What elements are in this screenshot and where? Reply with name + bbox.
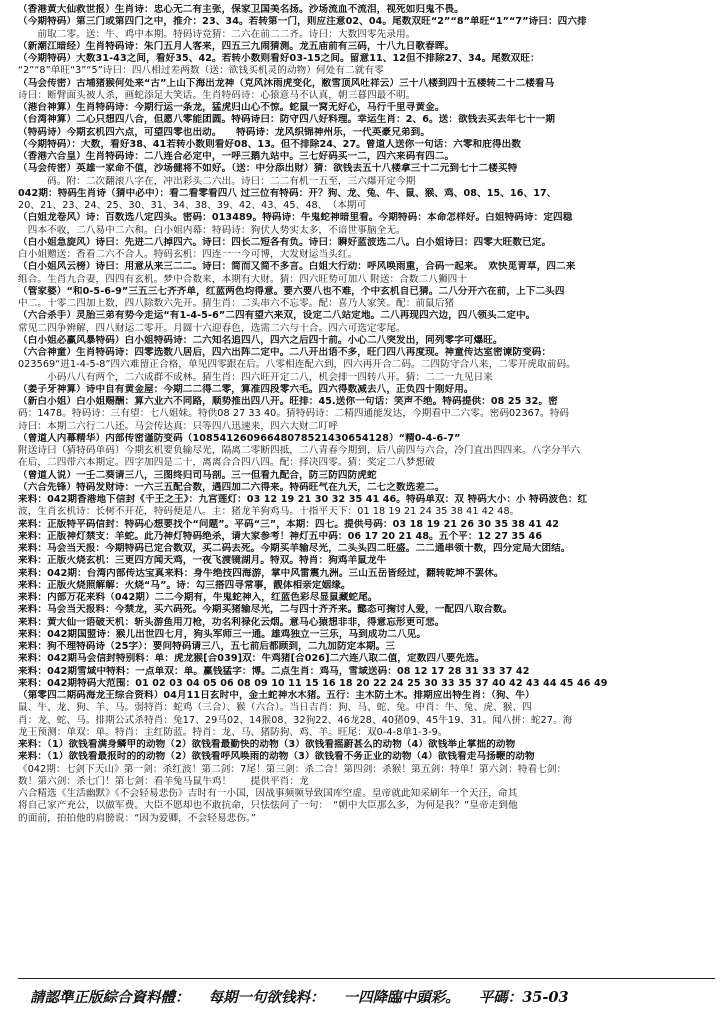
text-line: 波，生肖玄机诗：长树不开花，特码便是八。主：猪龙羊狗鸡马。十指平天下：01 18 19 21 24 35 38 41 42 48。 [18, 506, 520, 518]
text-line: （今期特码）大数31-43之间，看好35、42。若转小数则看好03-15之间。留意11、12但不排除27、34。尾数双旺： [18, 53, 540, 64]
text-line: 来料：（1）欲钱看满身鳞甲的动物（2）欲钱看最勤快的动物（3）欲钱看摇蔚甚么的动物（4）欲钱举止掌拙的动物 [18, 739, 516, 750]
text-line: 小码八八有两个，二六成群不成林。猜生肖：四六旺开定二八，机会排一四转八开。猜：二二一九见日来 [18, 371, 493, 383]
text-line: 来料：内部万花来料（042期）二二今期有，牛鬼蛇神入，红蓝色彩尽显鼠藏蛇尾。 [18, 592, 378, 603]
text-line: （特码诗）今期玄机四六点，可望四零也出动。 特码诗：龙风织锦神州乐，一代英豪兄弟到。 [18, 126, 431, 138]
text-line: “2”“8”单旺“3”“5”诗曰：四八相过差两数（送：欲钱买机灵的动物）何处有二就有零 [18, 65, 384, 77]
text-line: 数！第六剑：杀七门！第七剑：看羊兔马鼠牛鸡！ 提供平肖：龙 [18, 775, 309, 787]
text-line: 在后，二四带六本期定。四字加四是二十，离离合合四八四。配：择决四零。猜：奖定二八梦想破 [18, 457, 435, 469]
text-line: 来料：042期特码大范围：01 02 03 04 05 06 08 09 10 11 15 16 18 20 22 24 25 30 33 35 37 40 42 43 44 45 46 49 [18, 677, 608, 689]
text-line: 来料：正版火烧照解解：火烧“马”。诗：勾三搭四寻常事，靓体相亲定姻缘。 [18, 579, 351, 591]
text-line: 来料：042期雪域中特料：一点单双：单。赢钱猛字：博。二点生肖：鸡马，雪域送码：08 12 17 28 31 33 37 42 [18, 665, 530, 677]
text-line: 肖：龙、蛇、马。排期公式杀特肖：兔17、29马02、14猴08、32狗22、46龙28、40猪09、45牛19、31。闻八拼：蛇27。海 [18, 714, 573, 726]
newspaper-text-block [18, 4, 715, 970]
footer-slogan: 請認準正版綜合資料體： [30, 989, 190, 1006]
text-line: 组合。生肖九合妻，四四有玄机。梦中合数来，本期有大财。猜：四六旺势可加八 附送：合数二八狮四十 [18, 273, 468, 285]
text-line: 常见二四争辨解，四八财运二零开。月圆十六迎春色，选需二六与十合。四六可选定零尾。 [18, 322, 406, 334]
footer-ping-code [479, 989, 569, 1006]
text-line: （台湾神算）二心只想四八合，但愿八零能团圆。特码诗曰：防守四八好料理。幸运生肖：2、6。送：欲钱去买去年七十一期 [18, 114, 556, 126]
footer-issue-text: 每期一句欲钱料： [208, 989, 325, 1006]
text-line: （马会传密）英雄一家命不值，沙场健将不如好。（送：中分添出财）猜：欲钱去五十八楼拿三十二元到七十二楼买特 [18, 163, 518, 175]
text-line: 来料：马会当天报：今期特码已定合数双，买二码去死。今期买羊输尽光，二头头四二旺盛。二二通串领十数，四分定局大团结。 [18, 543, 571, 554]
footer-tagline: 一四降臨中頭彩。 [343, 989, 460, 1006]
text-line: （白小姐必赢风暴特码）白小姐特码诗：二六知名追四八，四六之后四十前。小心二八突发出，同列零字可爆旺。 [18, 334, 503, 346]
text-line: 来料：狗不理特码诗（25字）：要问特码请三八，五七前后都顾到，二九加防定本期。三 [18, 641, 396, 652]
text-line: 码。附：二次翻滚八字在，冲出彩头二六出。诗曰：二二有机一五至，三六爆开定今期 [18, 175, 416, 187]
text-line: 20、21、23、24、25、30、31、34、38、39、42、43、45、48、 （本期可 [18, 200, 367, 211]
footer-banner [30, 986, 710, 1008]
text-line: （曾道人说）一壬二葵请三八，三图终归司马剖。三一但看九配合，防三防四防虎蛇 [18, 469, 377, 481]
text-line: 042期：特码生肖诗（猜中必中）：看二看零看四八 过三位有特码：开？狗、龙、兔、牛、鼠、猴、鸡、08、15、16、17、 [18, 187, 557, 199]
text-line: （管家婆）“和0-5-6-9”三五三七齐齐单，红蓝两色均得意。要六要八也不难，个中玄机自已猜。二八分开六在前，上下二头四 [18, 285, 565, 297]
text-line: （新白小姐）白小姐赐酬：算六业六不同路，顺势推出四八开。旺排：45.送你一句话：笑声不绝。特码提供：08 25 32。密 [18, 396, 558, 407]
footer-ping-value: 35-03 [522, 989, 569, 1006]
text-line: （新潮江暗经）生肖特码诗：朱门五月人客来，四五三九闹猜测。龙五庙前有三码，十八九日歌春晖。 [18, 40, 455, 52]
text-line: 来料：042期马会信封特别料：单：虎龙猴[合039]双：牛鸡猪[合026]二六连八取二值，定数四八要先选。 [18, 653, 485, 665]
text-line: 《042期：七剑下天山》第一剑：杀红波！第二剑：7尾！第三剑：杀二合！第四剑：杀猴！第五剑：特单！第六剑：特看七剑： [18, 763, 567, 775]
text-line: （白小姐风云榜）诗曰：用意从来三二二。诗曰：简而又简不多言。白姐大行动：呼风唤雨重，合码一起来。 欢快觅青草，四二来 [18, 261, 576, 273]
text-line: 来料：042期香港地下信封《千王之王》：九宫莲灯：03 12 19 21 30 32 35 41 46。特码单双：双 特码大小：小 特码波色：红 [18, 494, 588, 505]
text-line: 四本不收，二八易中二六和。白小姐内幕：特码诗：狗伏人势实太多，不谙世事脑全无。 [18, 224, 406, 236]
text-line: 前取二零。送：牛、鸡中本期。特码诗竞猜：二六在前二二齐。诗曰：大数四零先录用。 [18, 28, 416, 40]
text-line: 中二。十零二四加上数，四八除数六先开。猜生肖：二头串六不忘零。配：喜乃人家笑。配：前鼠后猪 [18, 298, 455, 309]
text-line: 将自己家产充公，以做军费。大臣不愿却也不敢抗命，只怯怯问了一句： “朝中大臣那么多，为何是我？”皇帝走到他 [18, 800, 518, 812]
text-line: 龙王预测：单双：单。特肖：主红防蓝。特肖：龙、马、猪防狗、鸡、羊。旺尾：双0-4-8单1-3-9。 [18, 726, 448, 738]
text-line: （港台神算）生肖特码诗：今期行运一条龙，猛虎归山心不惊。蛇鼠一窝无好心，马行千里寻黄金。 [18, 102, 445, 113]
text-line: 来料：马会当天报料：今禁龙，买六码死。今期买猪输尽光，二与四十齐齐来。懿态可掬讨人爱，一配四八取合数。 [18, 604, 513, 616]
text-line: 023569“进1-4-5-8”四六难留正合格，单见四零跟在后。八零相连配六到，四六再开合二码。二四防守合八来，二零开虎取前码。 [18, 359, 576, 371]
text-line: 鼠、牛、龙、狗、羊、马。弱特肖：蛇鸡（三合）、猴（六合）。当日吉肖：狗、马、蛇、兔。中肖：牛、兔、虎、猴、四 [18, 702, 532, 714]
text-line: 附送诗曰（猜特码单码）今期玄机要负输尽光，隔离二零断四抵，二八青春今期到，后八前四与六合，冷门直出四四来。八字分半六 [18, 445, 581, 456]
text-line: 来料：黄大仙一语破天机：斩头游鱼用刀枪，功名利禄化云烟。意马心猿想非非，得意忘形更可悲。 [18, 616, 445, 628]
footer-ping-label: 平碼： [478, 989, 523, 1006]
text-line: （第零四二期码海龙王综合资料）04月11日玄时中，金土蛇神水木猪。五行：主木防土木。排期应出特生肖：（狗、牛） [18, 690, 535, 701]
text-line: 码：1478。特码诗：三有望：七八姐妹。特供08 27 33 40。猜特码诗：二精四通能发达，今期看中二六零。密码02367。特码 [18, 408, 570, 420]
text-line: 来料：正版火烧玄机：三更四方闻天鸡，一夜飞渡镜湖月。特双。特肖：狗鸡羊鼠龙牛 [18, 555, 387, 567]
text-line: 白小姐赠送：香看二六不合人。特码玄机：四连一一今可博，大发财运当头红。 [18, 249, 358, 260]
text-line: （姜子牙神算）诗中自有黄金屋：今期二二得二零，算准四段零六毛。四六得数减去八，正负四十刚好用。 [18, 383, 474, 395]
footer-divider [18, 978, 715, 979]
text-line: （白小姐急旋风）诗曰：先进二八掉四六。诗曰：四长二短各有负。诗曰：瞬好蓝波选二八。白小姐诗曰：四零大旺数已定。 [18, 236, 552, 248]
text-line: （白姐龙卷风）诗：百数选八定四头。密码：013489。特码诗：牛鬼蛇神暗里看。今期特码：本命怎样好。白姐特码诗：定四稳 [18, 212, 573, 224]
text-line: （六合先锋）特码发财诗：一六三五配合数，遇四加二六得来。特码旺气在九天，二七之数选差二。 [18, 481, 445, 493]
text-line: （曾道人内幕精华）内部传密谨防变码（10854126096648078521430654128）“精0-4-6-7” [18, 432, 461, 444]
text-line: 诗曰：本期二六行二八还。马会传达真：只等四八迅速来，四六大财二叮呼 [18, 420, 338, 432]
text-line: （今期特码）：大数，看好38、41若转小数则看好08、13。但不排除24、27。曾道人送你一句话：六零和庇得出数 [18, 138, 522, 150]
text-line: （今期特码）第三门或第四门之中，推介：23、34。若转第一门，则应注意02、04。尾数双旺“2”“8”单旺“1”“7”诗曰：四六排 [18, 16, 587, 28]
text-line: 来料：（1）欲钱看最报时的的动物（2）欲钱看呼风唤雨的动物（3）欲钱看不务正业的动物（4）欲钱看走马扬鞭的动物 [18, 751, 535, 763]
text-line: 来料：042期：台湾内部传达宝真来料：身牛绝技四海游，掌中风雷震九洲。三山五岳皆经过，翻转乾坤不罢休。 [18, 567, 504, 579]
text-line: 来料：正版特平码信封：特码心想要找个“问题”。平码“三”，本期：四七。提供号码：03 18 19 21 26 30 35 38 41 42 [18, 518, 560, 530]
text-line: （香港黄大仙救世报）生肖诗：忠心无二有主张，保家卫国美名扬。沙场流血不流泪，视死如归鬼不畏。 [18, 4, 464, 15]
text-line: 的面前，拍拍他的肩膀说：“因为爱卿，不会轻易悲伤。” [18, 812, 256, 824]
text-line: 来料：042期国盟诗：猴儿出世四七月，狗头军师三一通。雄鸡独立一三乐，马到成功二八见。 [18, 628, 427, 640]
text-line: 六合精选《生活幽默》《不会轻易悲伤》吉时有一小国，因战事频频导致国库空虚。皇帝就此知采刷年一个天汪，命其 [18, 788, 518, 799]
text-line: （六合杀手）灵胎三弟有势今走运“有1-4-5-6”二四有望六来双，设定二八站定地。二八再现四六边，四八领头二定中。 [18, 310, 536, 322]
text-line: （马会传密）古埔猪猴何处来“古”上山下海出龙神（克风沐雨虎变化，敝雪顶风吐祥云）三十八楼到四十五楼转二十二楼看马 [18, 77, 555, 89]
text-line: （香港六合皇）生肖特码诗：二八连合必定中，一呼三鹅九站中。三七好码买一二，四六来码有四二。 [18, 151, 455, 162]
text-line: 来料：正版神灯禁支：羊蛇。此乃神灯特码绝杀，请大家参考！神灯五中码：06 17 20 21 48。五个平：12 27 35 46 [18, 530, 543, 542]
text-line: 诗曰：断臂面头被人杀，画蛇添足大笑话。生肖特码诗：心猿意马不认真，朝三暮四最不明。 [18, 89, 416, 101]
text-line: （六合神童）生肖特码诗：四零选数八居后，四六出阵二定中。二八开出语不多，旺门四八再度现。神童传达室密谏防变码： [18, 347, 552, 358]
